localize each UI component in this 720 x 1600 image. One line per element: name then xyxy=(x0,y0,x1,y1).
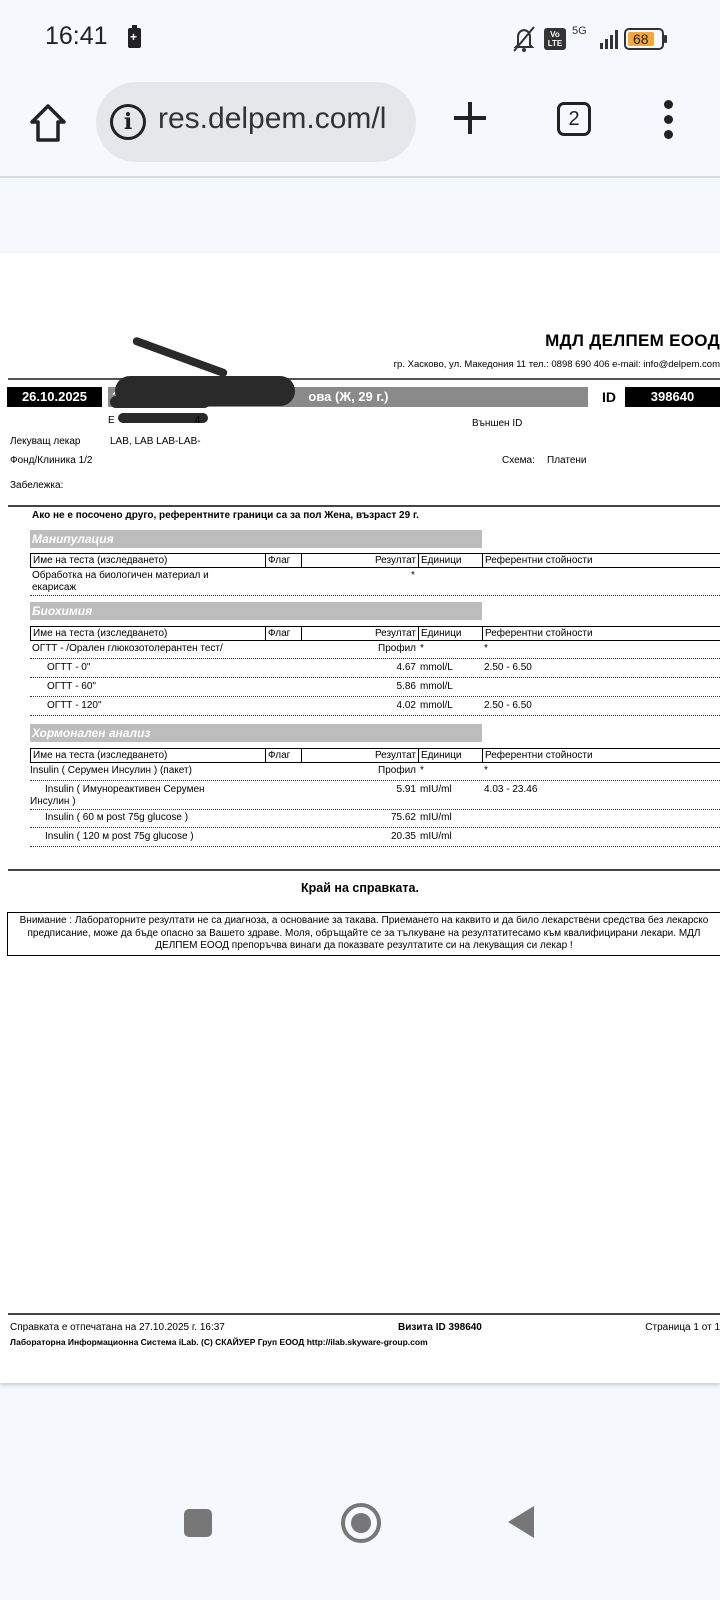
test-reference: 2.50 - 6.50 xyxy=(484,662,532,673)
toolbar-divider xyxy=(0,176,720,178)
header-reference: Референтни стойности xyxy=(485,628,593,639)
test-result: Профил xyxy=(378,765,416,776)
id-value: 398640 xyxy=(625,387,720,407)
test-result: 4.67 xyxy=(396,662,416,673)
battery-saver-icon xyxy=(128,28,141,48)
test-units: * xyxy=(411,570,415,581)
external-id-label: Външен ID xyxy=(472,418,523,429)
table-row xyxy=(30,812,720,828)
network-type-label: 5G xyxy=(572,25,587,37)
test-result: 20.35 xyxy=(390,831,416,842)
table-row xyxy=(30,643,720,659)
header-name: Име на теста (изследването) xyxy=(31,627,266,640)
test-name: Insulin ( 60 м post 75g glucose ) xyxy=(45,812,189,823)
test-result: 5.86 xyxy=(396,681,416,692)
printed-timestamp: Справката е отпечатана на 27.10.2025 г. 16:37 xyxy=(10,1322,225,1333)
egn-suffix: 4 xyxy=(194,415,201,426)
header-units: Единици xyxy=(419,554,483,567)
table-row xyxy=(30,681,720,697)
test-units: * xyxy=(420,765,424,776)
address-bar[interactable] xyxy=(96,82,416,162)
header-flag: Флаг xyxy=(266,554,302,567)
divider xyxy=(8,1313,720,1315)
page-number: Страница 1 от 1 xyxy=(645,1322,720,1333)
section-header-hormonal: Хормонален анализ xyxy=(30,724,482,742)
test-reference: * xyxy=(484,765,488,776)
clock: 16:41 xyxy=(45,22,108,50)
header-reference: Референтни стойности xyxy=(485,750,593,761)
test-name: Обработка на биологичен материал и екарисаж xyxy=(32,570,209,593)
header-reference: Референтни стойности xyxy=(485,555,593,566)
report-date: 26.10.2025 xyxy=(7,387,102,407)
visit-id: Визита ID 398640 xyxy=(398,1322,482,1333)
navigation-bar xyxy=(0,1490,720,1570)
test-reference: 4.03 - 23.46 xyxy=(484,784,538,795)
table-header xyxy=(30,553,720,568)
header-flag: Флаг xyxy=(266,749,302,762)
lab-address: гр. Хасково, ул. Македония 11 тел.: 0898 690 406 e-mail: info@delpem.com xyxy=(393,359,720,370)
section-header-manipulation: Манипулация xyxy=(30,530,482,548)
recent-apps-button[interactable] xyxy=(184,1509,212,1537)
test-name: ОГТТ - 120" xyxy=(47,700,102,711)
table-row xyxy=(30,784,720,810)
disclaimer: Внимание : Лабораторните резултати не са диагноза, а основание за такава. Приемането на каквито и да било лекарствени средства без лекарско предписание, може да бъде опасно за Вашето здраве. Моля, обръщайте се за тълкуване на резултатитесамо към квалифицирани лекари. МДЛ ДЕЛПЕМ ЕООД препоръчва винаги да показвате резултатите си на лекуващия си лекар ! xyxy=(7,912,720,956)
test-name: ОГТТ - 0" xyxy=(47,662,91,673)
scheme-value: Платени xyxy=(547,455,587,466)
tab-switcher-button[interactable]: 2 xyxy=(557,102,591,136)
divider xyxy=(8,869,720,871)
network-type-icon xyxy=(572,26,594,52)
table-row xyxy=(30,831,720,847)
test-result: Профил xyxy=(378,643,416,654)
document-page xyxy=(0,253,720,1383)
note-label: Забележка: xyxy=(10,480,64,491)
section-header-biochemistry: Биохимия xyxy=(30,602,482,620)
browser-toolbar xyxy=(0,78,720,176)
divider xyxy=(8,505,720,507)
signal-icon xyxy=(600,29,618,49)
table-header xyxy=(30,626,720,641)
header-result: Резултат xyxy=(302,554,419,567)
battery-icon xyxy=(624,28,664,50)
header-result: Резултат xyxy=(302,627,419,640)
table-row xyxy=(30,662,720,678)
test-units: mIU/ml xyxy=(420,831,452,842)
back-button[interactable] xyxy=(508,1506,534,1538)
doctor-label: Лекуващ лекар xyxy=(10,436,81,447)
header-name: Име на теста (изследването) xyxy=(31,554,266,567)
site-info-icon[interactable]: i xyxy=(110,104,146,140)
lab-name: МДЛ ДЕЛПЕМ ЕООД xyxy=(545,331,720,350)
status-bar xyxy=(0,0,720,78)
test-units: mIU/ml xyxy=(420,784,452,795)
egn-label xyxy=(108,415,200,426)
test-reference: 2.50 - 6.50 xyxy=(484,700,532,711)
test-units: mmol/L xyxy=(420,662,453,673)
test-result: 75.62 xyxy=(390,812,416,823)
id-label: ID xyxy=(602,389,616,405)
scheme-label: Схема: xyxy=(502,455,535,466)
fund-label: Фонд/Клиника 1/2 xyxy=(10,455,93,466)
table-row xyxy=(30,700,720,716)
table-row xyxy=(30,570,720,596)
header-result: Резултат xyxy=(302,749,419,762)
end-of-report: Край на справката. xyxy=(301,881,419,895)
header-units: Единици xyxy=(419,627,483,640)
battery-level: 68 xyxy=(628,32,654,46)
test-name: ОГТТ - 60" xyxy=(47,681,96,692)
redaction-scribble xyxy=(110,396,210,408)
more-menu-icon[interactable] xyxy=(664,100,674,140)
table-header xyxy=(30,748,720,763)
header-flag: Флаг xyxy=(266,627,302,640)
test-reference: * xyxy=(484,643,488,654)
status-icons xyxy=(510,24,664,54)
test-name: Insulin ( Серумен Инсулин ) (пакет) xyxy=(30,765,192,776)
doctor-value: LAB, LAB LAB-LAB- xyxy=(110,436,201,447)
url-text[interactable]: res.delpem.com/l xyxy=(158,102,387,135)
system-credit: Лабораторна Информационна Система iLab. (C) СКАЙУЕР Груп ЕООД http://ilab.skyware-group.com xyxy=(10,1337,428,1347)
volte-icon: Vo LTE xyxy=(544,28,566,50)
home-button[interactable] xyxy=(341,1503,381,1543)
patient-name-end: ова (Ж, 29 г.) xyxy=(308,389,389,404)
reference-note: Ако не е посочено друго, референтните граници са за пол Жена, възраст 29 г. xyxy=(32,510,419,521)
new-tab-button[interactable] xyxy=(452,100,488,136)
bell-muted-icon xyxy=(510,25,538,53)
home-icon[interactable] xyxy=(28,102,68,144)
test-result: 5.91 xyxy=(396,784,416,795)
table-row xyxy=(30,765,720,781)
egn-prefix: Е xyxy=(108,415,115,426)
test-units: mmol/L xyxy=(420,681,453,692)
test-units: mIU/ml xyxy=(420,812,452,823)
test-name: Insulin ( Имунореактивен Серумен Инсулин ) xyxy=(30,784,205,807)
divider xyxy=(8,378,720,380)
test-name: ОГТТ - /Орален глюкозотолерантен тест/ xyxy=(32,643,223,654)
redaction-scribble xyxy=(132,336,229,378)
test-units: * xyxy=(420,643,424,654)
test-result: 4.02 xyxy=(396,700,416,711)
header-units: Единици xyxy=(419,749,483,762)
test-name: Insulin ( 120 м post 75g glucose ) xyxy=(45,831,194,842)
test-units: mmol/L xyxy=(420,700,453,711)
header-name: Име на теста (изследването) xyxy=(31,749,266,762)
